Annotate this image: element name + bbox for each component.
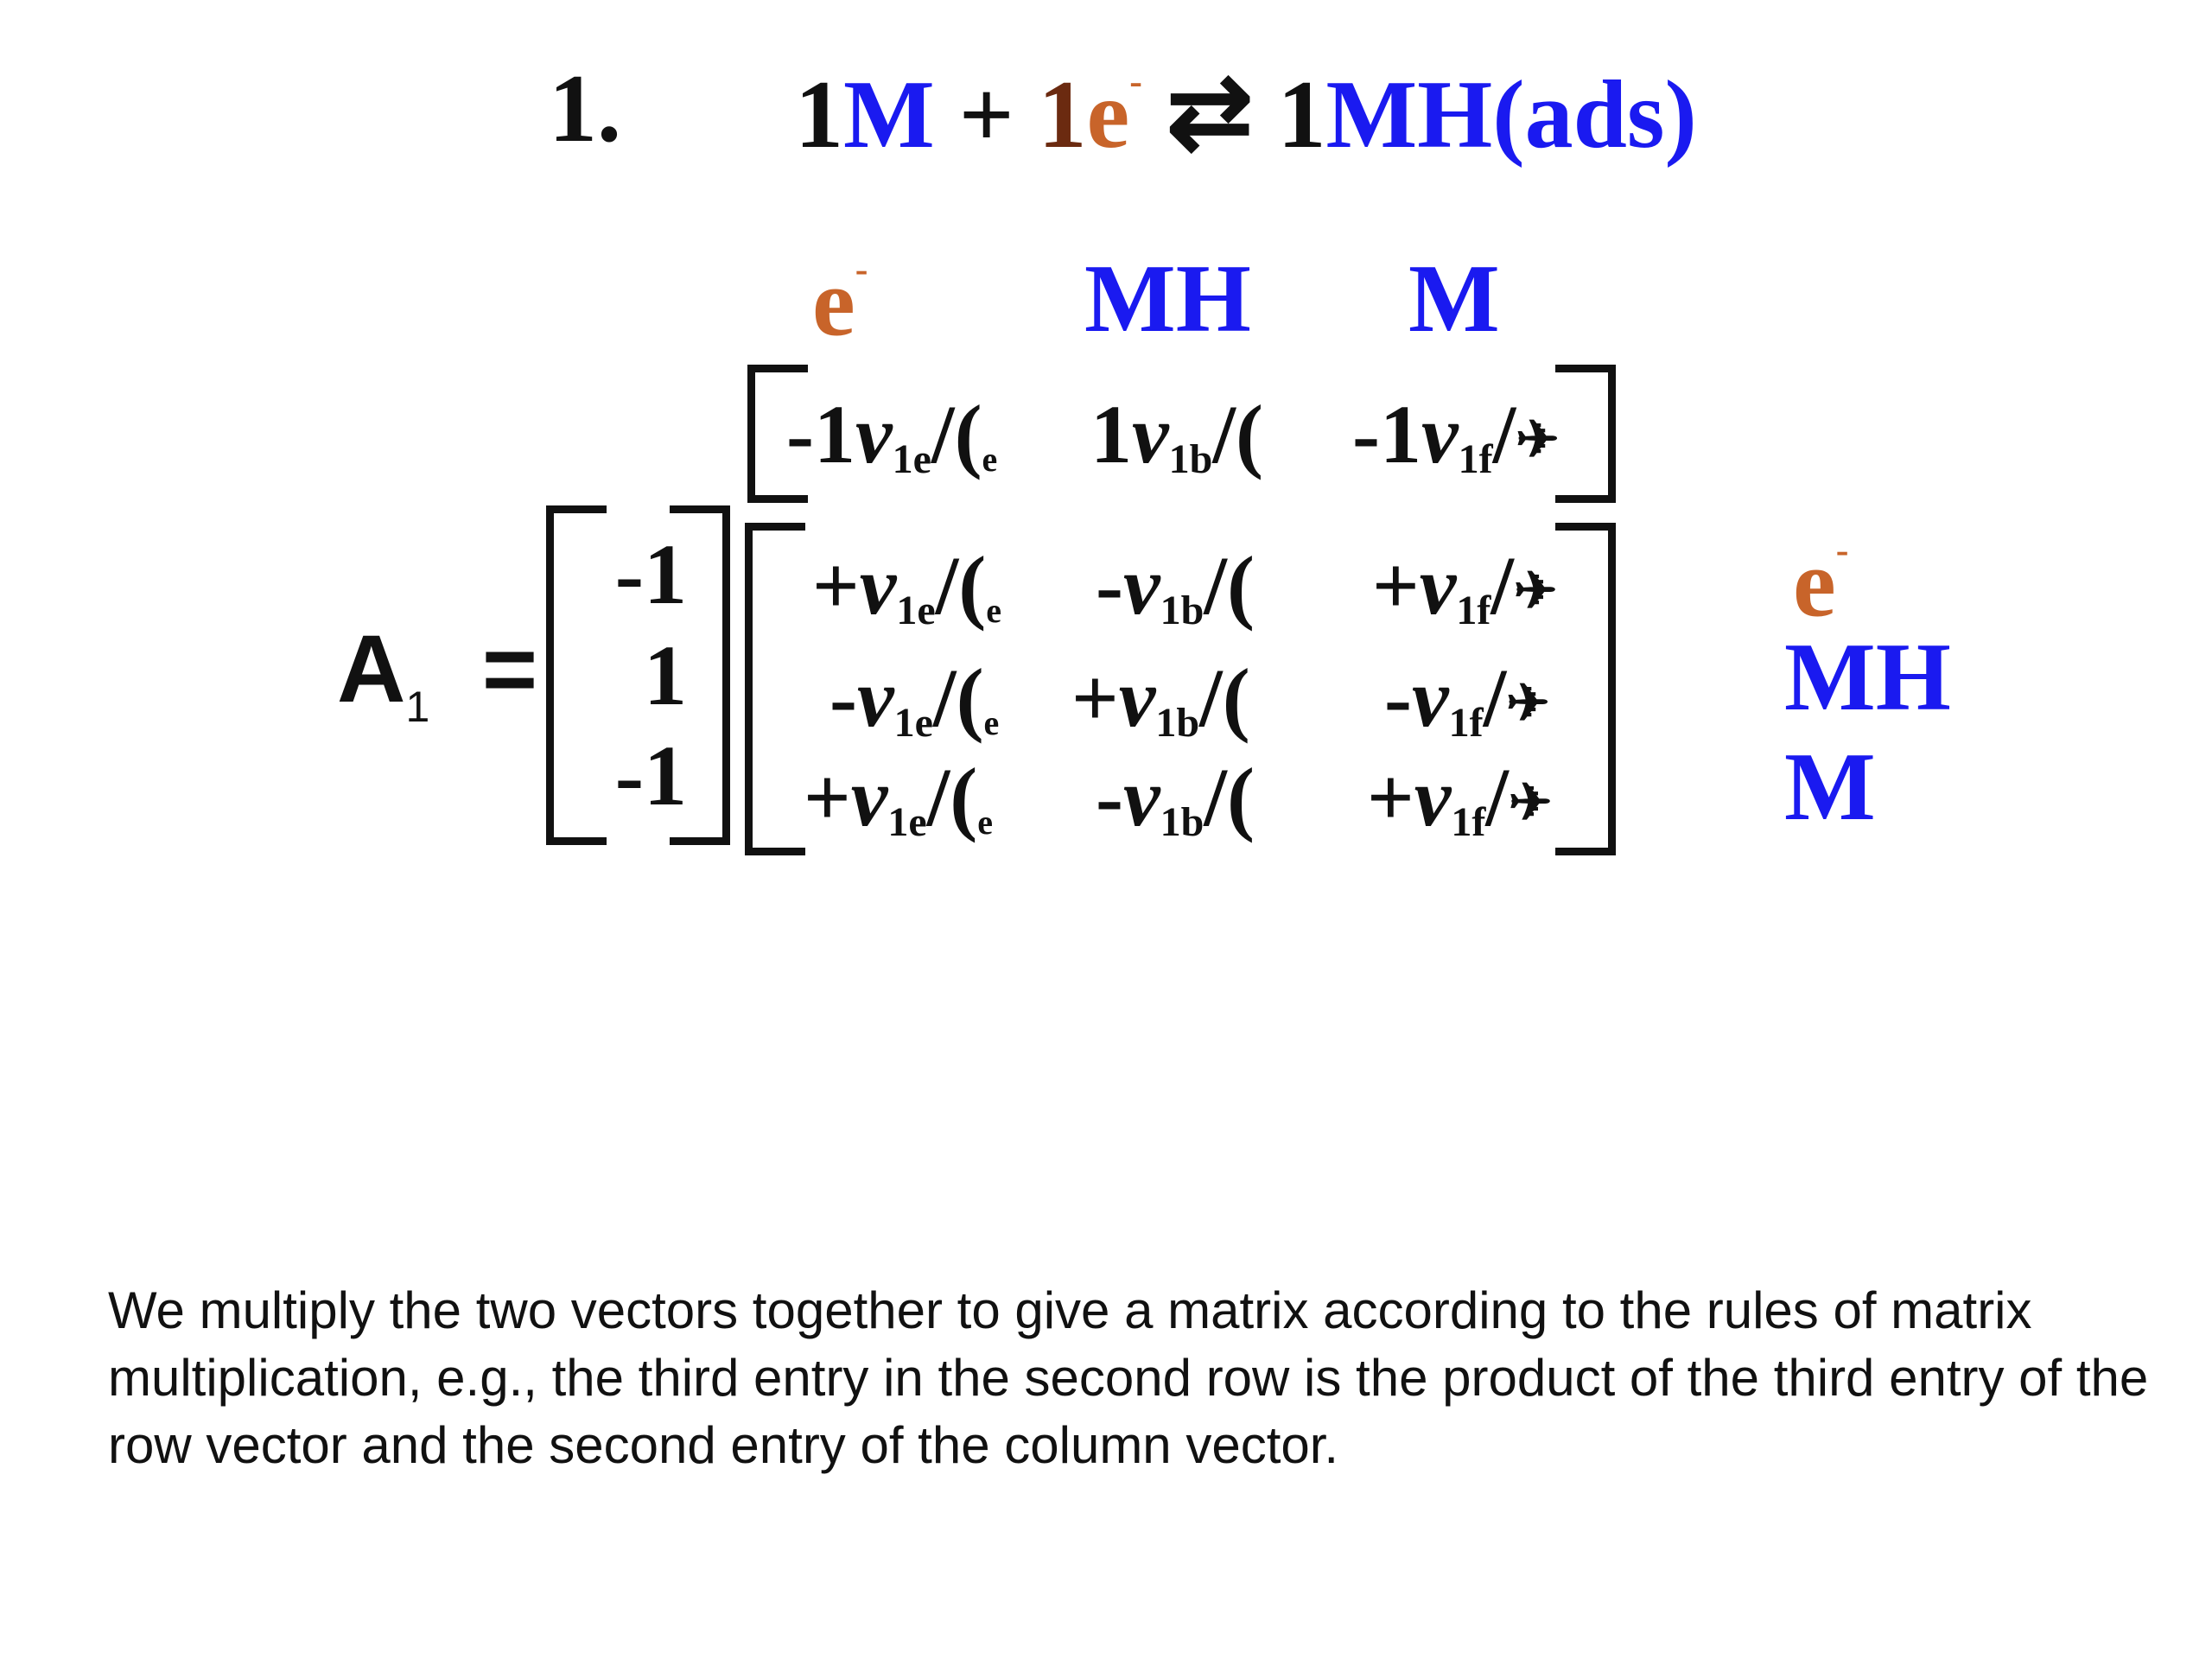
species-e: e (1086, 61, 1130, 168)
matrix-cell-1-1: $+v_{1e}/(_e$ (812, 539, 1002, 633)
row-vector-right-bracket (1555, 365, 1616, 503)
airplane-icon: ✈ (1513, 563, 1558, 620)
row-label-mh: MH (1784, 624, 1951, 731)
matrix-cell-3-3: $+v_{1f}/✈$ (1367, 751, 1553, 845)
row-label-e: e- (1793, 529, 1849, 638)
coef-m: 1 (795, 61, 843, 168)
row-vector-entry-1: $-1v_{1e}/(_e$ (786, 388, 998, 482)
column-vector-entry-3: -1 (614, 728, 687, 823)
explanation-paragraph: We multiply the two vectors together to give a matrix according to the rules of matrix multiplication, e.g., the third entry in the second row is the product of the third entry of the row vector and the second entry of the column vector. (108, 1281, 2149, 1474)
column-label-m: M (1408, 245, 1500, 353)
equilibrium-arrow-icon: ⇄ (1166, 54, 1254, 169)
airplane-icon: ✈ (1508, 774, 1553, 831)
row-vector-entry-3: $-1v_{1f}/✈$ (1352, 388, 1560, 482)
matrix-right-bracket (1555, 523, 1616, 855)
column-vector-entry-2: 1 (644, 627, 687, 723)
species-m: M (843, 61, 935, 168)
matrix-cell-2-3: $-v_{1f}/✈$ (1384, 652, 1550, 746)
matrix-cell-3-1: $+v_{1e}/(_e$ (804, 751, 994, 845)
column-vector-entry-1: -1 (614, 526, 687, 622)
column-label-e: e- (812, 248, 868, 357)
matrix-cell-3-2: $-v_{1b}/$( (1096, 751, 1255, 845)
column-vector-left-bracket (546, 505, 607, 845)
matrix-cell-1-3: $+v_{1f}/✈$ (1372, 539, 1558, 633)
matrix-cell-1-2: $-v_{1b}/$( (1096, 539, 1255, 633)
row-vector-entry-2: $1v_{1b}/$( (1090, 388, 1263, 482)
reaction-number: 1. (549, 55, 621, 162)
row-label-m: M (1784, 734, 1876, 841)
airplane-icon: ✈ (1506, 675, 1550, 732)
matrix-cell-2-2: $+v_{1b}/$( (1071, 652, 1250, 746)
coef-mh: 1 (1277, 61, 1326, 168)
reaction-equation (795, 54, 1697, 169)
column-label-mh: MH (1084, 245, 1251, 353)
plus-sign: + (958, 61, 1014, 168)
matrix-label: $A_1$ = (337, 616, 538, 731)
airplane-icon: ✈ (1516, 411, 1560, 468)
coef-e: 1 (1038, 61, 1087, 168)
matrix-left-bracket (745, 523, 805, 855)
e-charge: - (1129, 60, 1142, 103)
matrix-cell-2-1: $-v_{1e}/(_e$ (830, 652, 1000, 746)
species-mh: MH(ads) (1325, 61, 1697, 168)
